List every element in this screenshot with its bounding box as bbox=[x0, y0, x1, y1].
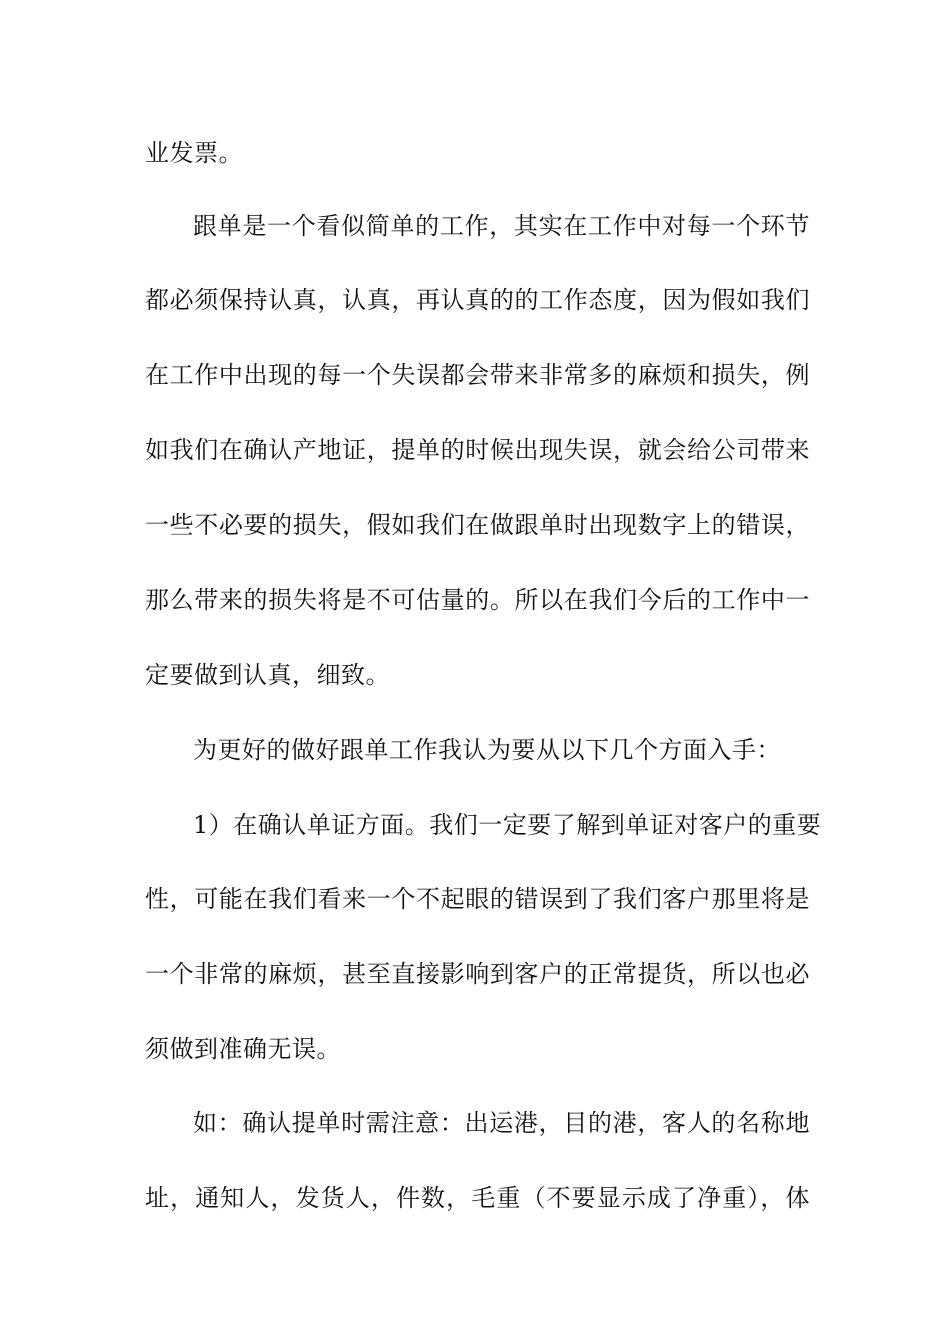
text-line: 都必须保持认真，认真，再认真的的工作态度，因为假如我们 bbox=[145, 286, 810, 314]
text-line: 一些不必要的损失，假如我们在做跟单时出现数字上的错误， bbox=[145, 511, 810, 539]
text-line: 如我们在确认产地证，提单的时候出现失误，就会给公司带来 bbox=[145, 436, 810, 464]
text-line: 定要做到认真，细致。 bbox=[145, 661, 390, 689]
paragraph-first-line: 1）在确认单证方面。我们一定要了解到单证对客户的重要 bbox=[193, 811, 822, 839]
text-line: 性，可能在我们看来一个不起眼的错误到了我们客户那里将是 bbox=[145, 885, 810, 913]
text-line: 须做到准确无误。 bbox=[145, 1035, 341, 1063]
paragraph-first-line: 跟单是一个看似简单的工作，其实在工作中对每一个环节 bbox=[193, 212, 810, 240]
text-line: 那么带来的损失将是不可估量的。所以在我们今后的工作中一 bbox=[145, 586, 810, 614]
paragraph-first-line: 如：确认提单时需注意：出运港，目的港，客人的名称地 bbox=[193, 1109, 810, 1137]
paragraph-first-line: 为更好的做好跟单工作我认为要从以下几个方面入手： bbox=[193, 736, 781, 764]
text-line: 一个非常的麻烦，甚至直接影响到客户的正常提货，所以也必 bbox=[145, 960, 810, 988]
text-line: 址，通知人，发货人，件数，毛重（不要显示成了净重），体 bbox=[145, 1184, 810, 1212]
text-line: 业发票。 bbox=[145, 139, 243, 167]
text-line: 在工作中出现的每一个失误都会带来非常多的麻烦和损失，例 bbox=[145, 361, 810, 389]
